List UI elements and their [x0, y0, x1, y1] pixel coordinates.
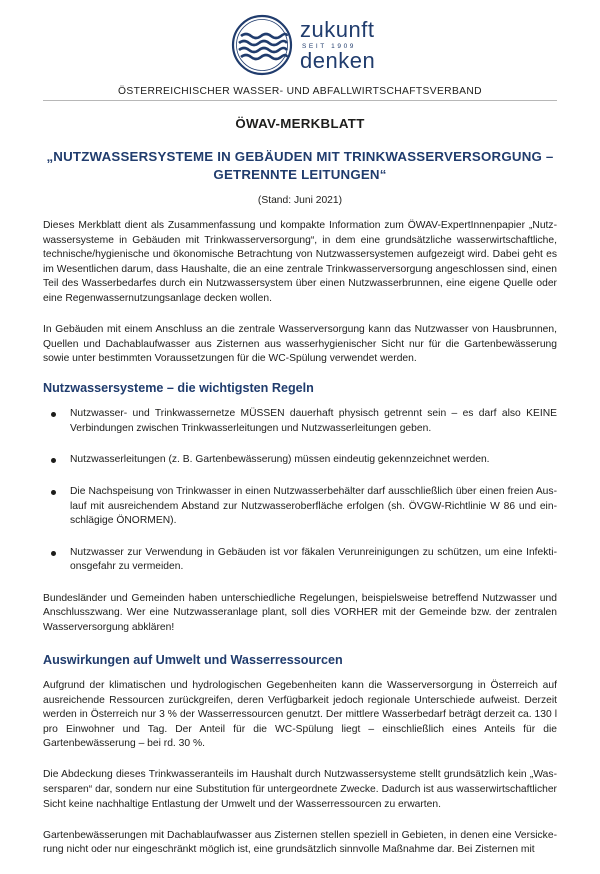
logo-line-zukunft: zukunft: [300, 17, 375, 42]
document-body: [43, 219, 557, 874]
regulations-paragraph: Bundesländer und Gemeinden haben unterschiedliche Regelungen, beispielsweise betreffend Nutzwasser und Anschlusszwang. Wer eine Nutzwasseranlage plant, soll dies VORHER mit der Gemeinde bzw. der zentralen Wasserversorgung abklären!: [43, 592, 557, 634]
header-divider: [43, 100, 557, 101]
impact-paragraph-2: Die Abdeckung dieses Trinkwasseranteils im Haushalt durch Nutzwassersysteme stellt grundsätzlich kein „Wassersparen“ dar, sondern nur eine Substitution für untergeordnete Zwecke. Dadurch ist aus wasserwirtschaftlicher Sicht keine nachhaltige Entlastung der Umwelt und der Wasserressourcen zu erwarten.: [43, 769, 557, 810]
list-item: [43, 407, 557, 436]
bullet-icon: [51, 490, 56, 495]
list-item: [43, 453, 557, 468]
page-header: [0, 0, 600, 86]
logo-wordmark: [300, 17, 376, 73]
impact-paragraph-3: Gartenbewässerungen mit Dachablaufwasser aus Zisternen stellen speziell in Gebieten, in denen eine Versickerung nicht oder nur eingeschränkt möglich ist, eine grundsätzlich sinnvolle Maßnahme dar. Bei Zisternen mit: [43, 829, 557, 856]
list-item-text: Die Nachspeisung von Trinkwasser in einen Nutzwasserbehälter darf ausschließlich über einen freien Auslauf mit ausreichendem Abstand zur Nutzwasseroberfläche erfolgen (sh. ÖVGW-Richtlinie W 86 und einschlägige ÖNORMEN).: [70, 485, 557, 527]
impact-heading: Auswirkungen auf Umwelt und Wasserressourcen: [43, 653, 343, 668]
list-item-text: Nutzwasser zur Verwendung in Gebäuden ist vor fäkalen Verunreinigungen zu schützen, um eine Infektionsgefahr zu vermeiden.: [70, 546, 557, 573]
list-item-text: Nutzwasser- und Trinkwassernetze MÜSSEN dauerhaft physisch getrennt sein – es darf also KEINE Verbindungen zwischen Trinkwasserleitungen und Nutzwasserleitungen geben.: [70, 408, 557, 434]
list-item-text: Nutzwasserleitungen (z. B. Gartenbewässerung) müssen eindeutig gekennzeichnet werden.: [70, 454, 490, 466]
document-date: (Stand: Juni 2021): [257, 195, 343, 206]
list-item: [43, 485, 557, 529]
logo-line-denken: denken: [300, 48, 376, 73]
list-item: [43, 546, 557, 575]
bullet-icon: [51, 412, 56, 417]
bullet-icon: [51, 458, 56, 463]
rules-list: [43, 407, 557, 575]
intro-paragraph: Dieses Merkblatt dient als Zusammenfassung und kompakte Information zum ÖWAV-ExpertInnenpapier „Nutzwassersysteme in Gebäuden mit Trinkwasserversorgung“, in dem eine grundsätzliche wasserwirtschaftliche, technische/hygienische und ökonomische Betrachtung von Nutzwassersystemen aufgezeigt wird. Dabei geht es im Wesentlichen darum, dass Haushalte, die an eine zentrale Trinkwasserversorgung angeschlossen sind, einen Teil des Wasserbedarfes durch ein Nutzwassersystem über einen Nutzwasserbrunnen, eine eigene Quelle oder eine Regenwassernutzungsanlage decken wollen.: [43, 220, 557, 304]
organization-name: ÖSTERREICHISCHER WASSER- UND ABFALLWIRTSCHAFTSVERBAND: [118, 86, 482, 97]
bullet-icon: [51, 551, 56, 556]
document-title: „NUTZWASSERSYSTEME IN GEBÄUDEN MIT TRINKWASSERVERSORGUNG – GETRENNTE LEITUNGEN“: [46, 149, 554, 182]
logo-line-seit: SEIT 1909: [302, 43, 356, 50]
document-type: ÖWAV-MERKBLATT: [235, 116, 365, 131]
owav-logo-emblem: [231, 14, 293, 81]
impact-paragraph-1: Aufgrund der klimatischen und hydrologischen Gegebenheiten kann die Wasserversorgung in Österreich auf ausreichende Ressourcen zurückgreifen, deren Verfügbarkeit jedoch regionale Unterschiede aufweist. Derzeit werden in Österreich nur 3 % der Wasserressourcen genutzt. Der mittlere Wasserbedarf beträgt derzeit ca. 130 l pro Einwohner und Tag. Der Anteil für die WC-Spülung liegt – einschließlich eines Anteils für die Gartenbewässerung – bei rd. 30 %.: [43, 680, 557, 750]
connection-paragraph: In Gebäuden mit einem Anschluss an die zentrale Wasserversorgung kann das Nutzwasser von Hausbrunnen, Quellen und Dachablaufwasser aus Zisternen aus wasserhygienischer Sicht nur für die Gartenbewässerung sowie unter bestimmten Voraussetzungen für die WC-Spülung verwendet werden.: [43, 323, 557, 365]
rules-heading: Nutzwassersysteme – die wichtigsten Regeln: [43, 381, 314, 396]
